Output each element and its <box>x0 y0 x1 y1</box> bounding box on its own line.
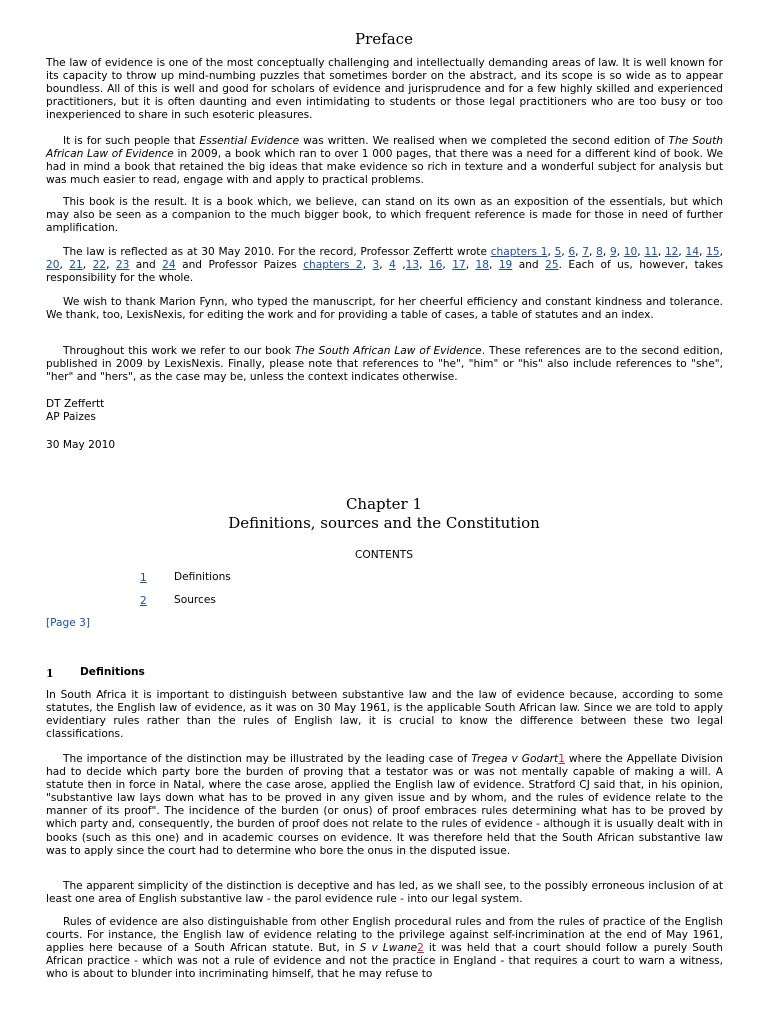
chapter-link[interactable]: 10 <box>623 246 638 258</box>
section-paragraph-3: The apparent simplicity of the distinction is deceptive and has led, as we shall see, to the possibly erroneous inclusion of at least one area of English substantive law - the parol evidence rule - into our legal system. <box>46 880 723 906</box>
chapter-link[interactable]: 3 <box>372 259 380 272</box>
toc-link-2[interactable]: 2 <box>140 595 147 607</box>
author-zeffertt: DT Zeffertt <box>46 398 105 410</box>
chapter-link[interactable]: 13 <box>405 259 420 272</box>
book-title-sa-law-of-evidence: The South African Law of Evidence <box>294 345 482 357</box>
chapter-link[interactable]: 21 <box>69 259 83 272</box>
chapter-link[interactable]: 7 <box>582 246 589 258</box>
chapter-link[interactable]: 19 <box>498 259 513 272</box>
footnote-link-1[interactable]: 1 <box>558 753 565 765</box>
preface-paragraph-3: This book is the result. It is a book which, we believe, can stand on its own as an exposition of the essentials, but which may also be seen as a companion to the much bigger book, to which frequent reference is made for those in need of further amplification. <box>46 196 723 235</box>
chapter-link[interactable]: 22 <box>92 259 107 272</box>
chapter-link[interactable]: 16 <box>428 259 443 272</box>
chapter-link[interactable]: 15 <box>706 246 720 258</box>
preface-paragraph-5: We wish to thank Marion Fynn, who typed the manuscript, for her cheerful efficiency and constant kindness and tolerance. We thank, too, LexisNexis, for editing the work and for providing a table of cases, a table of statutes and an index. <box>46 296 723 322</box>
preface-paragraph-2: It is for such people that Essential Evidence was written. We realised when we completed the second edition of The South African Law of Evidence in 2009, a book which ran to over 1 000 pages, that there was a need for a different kind of book. We had in mind a book that retained the big ideas that make evidence so rich in texture and a wonderful subject for analysis but was much easier to read, engage with and apply to practical problems. <box>46 135 723 187</box>
page-reference: [Page 3] <box>46 617 91 629</box>
chapter-link[interactable]: 9 <box>609 246 617 258</box>
preface-paragraph-6: Throughout this work we refer to our book The South African Law of Evidence. These references are to the second edition, published in 2009 by LexisNexis. Finally, please note that references to "he", "him" or "his" also include references to "she", "her" and "hers", as the case may be, unless the context indicates otherwise. <box>46 345 723 384</box>
toc-label-sources: Sources <box>174 594 216 606</box>
chapter-link[interactable]: 23 <box>115 259 130 272</box>
chapter-link[interactable]: 12 <box>664 246 679 258</box>
chapter-heading: Chapter 1 <box>345 495 423 513</box>
section-paragraph-4: Rules of evidence are also distinguishable from other English procedural rules and from the rules of practice of the English courts. For instance, the English law of evidence relating to the privilege against self-incrimination at the end of May 1961, applies here because of a South African statute. But, in S v Lwane2 it was held that a court should follow a purely South African practice - which was not a rule of evidence and not the practice in England - that requires a court to warn a witness, who is about to blunder into incriminating himself, that he may refuse to <box>46 916 723 981</box>
section-paragraph-1: In South Africa it is important to distinguish between substantive law and the law of evidence because, according to some statutes, the English law of evidence, as it was on 30 May 1961, is the applicable South African law. Since we are told to apply evidentiary rules rather than the rules of English law, it is crucial to know the difference between these two legal classifications. <box>46 689 723 741</box>
author-paizes: AP Paizes <box>46 411 96 423</box>
case-name-s-v-lwane: S v Lwane <box>359 942 418 955</box>
section-paragraph-2: The importance of the distinction may be illustrated by the leading case of Tregea v Godart1 where the Appellate Division had to decide which party bore the burden of proving that a testator was or was not mentally capable of making a will. A statute then in force in Natal, where the case arose, applied the English law of evidence. Stratford CJ said that, in his opinion, "substantive law lays down what has to be proved in any given issue and by whom, and the rules of evidence relate to the manner of its proof". The incidence of the burden (or onus) of proof embraces rules determining what has to be proved by which party and, consequently, the burden of proof does not relate to the rules of evidence - although it is usually dealt with in books (such as this one) and in academic courses on evidence. It was therefore held that the South African substantive law was to apply since the court had to determine who bore the onus in the disputed issue. <box>46 753 723 857</box>
contents-heading: CONTENTS <box>355 549 413 561</box>
preface-paragraph-1: The law of evidence is one of the most conceptually challenging and intellectually demanding areas of law. It is well known for its capacity to throw up mind-numbing puzzles that sometimes border on the abstract, and its scope is so wide as to appear boundless. All of this is well and good for scholars of evidence and jurisprudence and for a few highly skilled and experienced practitioners, but it is often daunting and even intimidating to students or those legal practitioners who are too busy or too inexperienced to share in such esoteric pleasures. <box>46 57 723 122</box>
toc-label-definitions: Definitions <box>174 571 231 583</box>
preface-title: Preface <box>355 30 413 48</box>
book-title-essential-evidence: Essential Evidence <box>199 135 300 147</box>
chapter-link[interactable]: 8 <box>596 246 603 258</box>
book-title-sa-law-of-evidence: The South African Law of Evidence <box>46 135 723 161</box>
chapter-link[interactable]: chapters 1 <box>490 246 548 258</box>
chapter-link[interactable]: 24 <box>162 259 176 272</box>
chapter-link[interactable]: 18 <box>475 259 489 272</box>
preface-date: 30 May 2010 <box>46 439 116 451</box>
preface-paragraph-4: The law is reflected as at 30 May 2010. For the record, Professor Zeffertt wrote chapters 1, 5, 6, 7, 8, 9, 10, 11, 12, 14, 15, 20, 21, 22, 23 and 24 and Professor Paizes chapters 2, 3, 4 ,13, 16, 17, 18, 19 and 25. Each of us, however, takes responsibility for the whole. <box>46 246 723 285</box>
chapter-link[interactable]: 17 <box>452 259 466 272</box>
chapter-link[interactable]: 11 <box>644 246 658 258</box>
zeffertt-chapter-links: chapters 1, 5, 6, 7, 8, 9, 10, 11, 12, 14, 15, 20, 21, 22, 23 and 24 <box>46 246 723 272</box>
footnote-link-2[interactable]: 2 <box>417 942 424 955</box>
chapter-link[interactable]: 4 <box>389 259 396 272</box>
chapter-link[interactable]: chapters 2 <box>303 259 363 272</box>
chapter-link[interactable]: 20 <box>46 259 60 272</box>
section-title: Definitions <box>80 666 145 678</box>
chapter-link[interactable]: 5 <box>554 246 562 258</box>
section-number: 1 <box>46 667 54 680</box>
chapter-link[interactable]: 25 <box>545 259 559 272</box>
toc-link-1[interactable]: 1 <box>140 572 147 584</box>
chapter-link[interactable]: 6 <box>568 246 576 258</box>
paizes-chapter-links: chapters 2, 3, 4 ,13, 16, 17, 18, 19 and 25 <box>303 259 559 272</box>
chapter-title: Definitions, sources and the Constitution <box>228 514 540 532</box>
case-name-tregea-v-godart: Tregea v Godart <box>471 753 559 765</box>
chapter-link[interactable]: 14 <box>685 246 699 258</box>
